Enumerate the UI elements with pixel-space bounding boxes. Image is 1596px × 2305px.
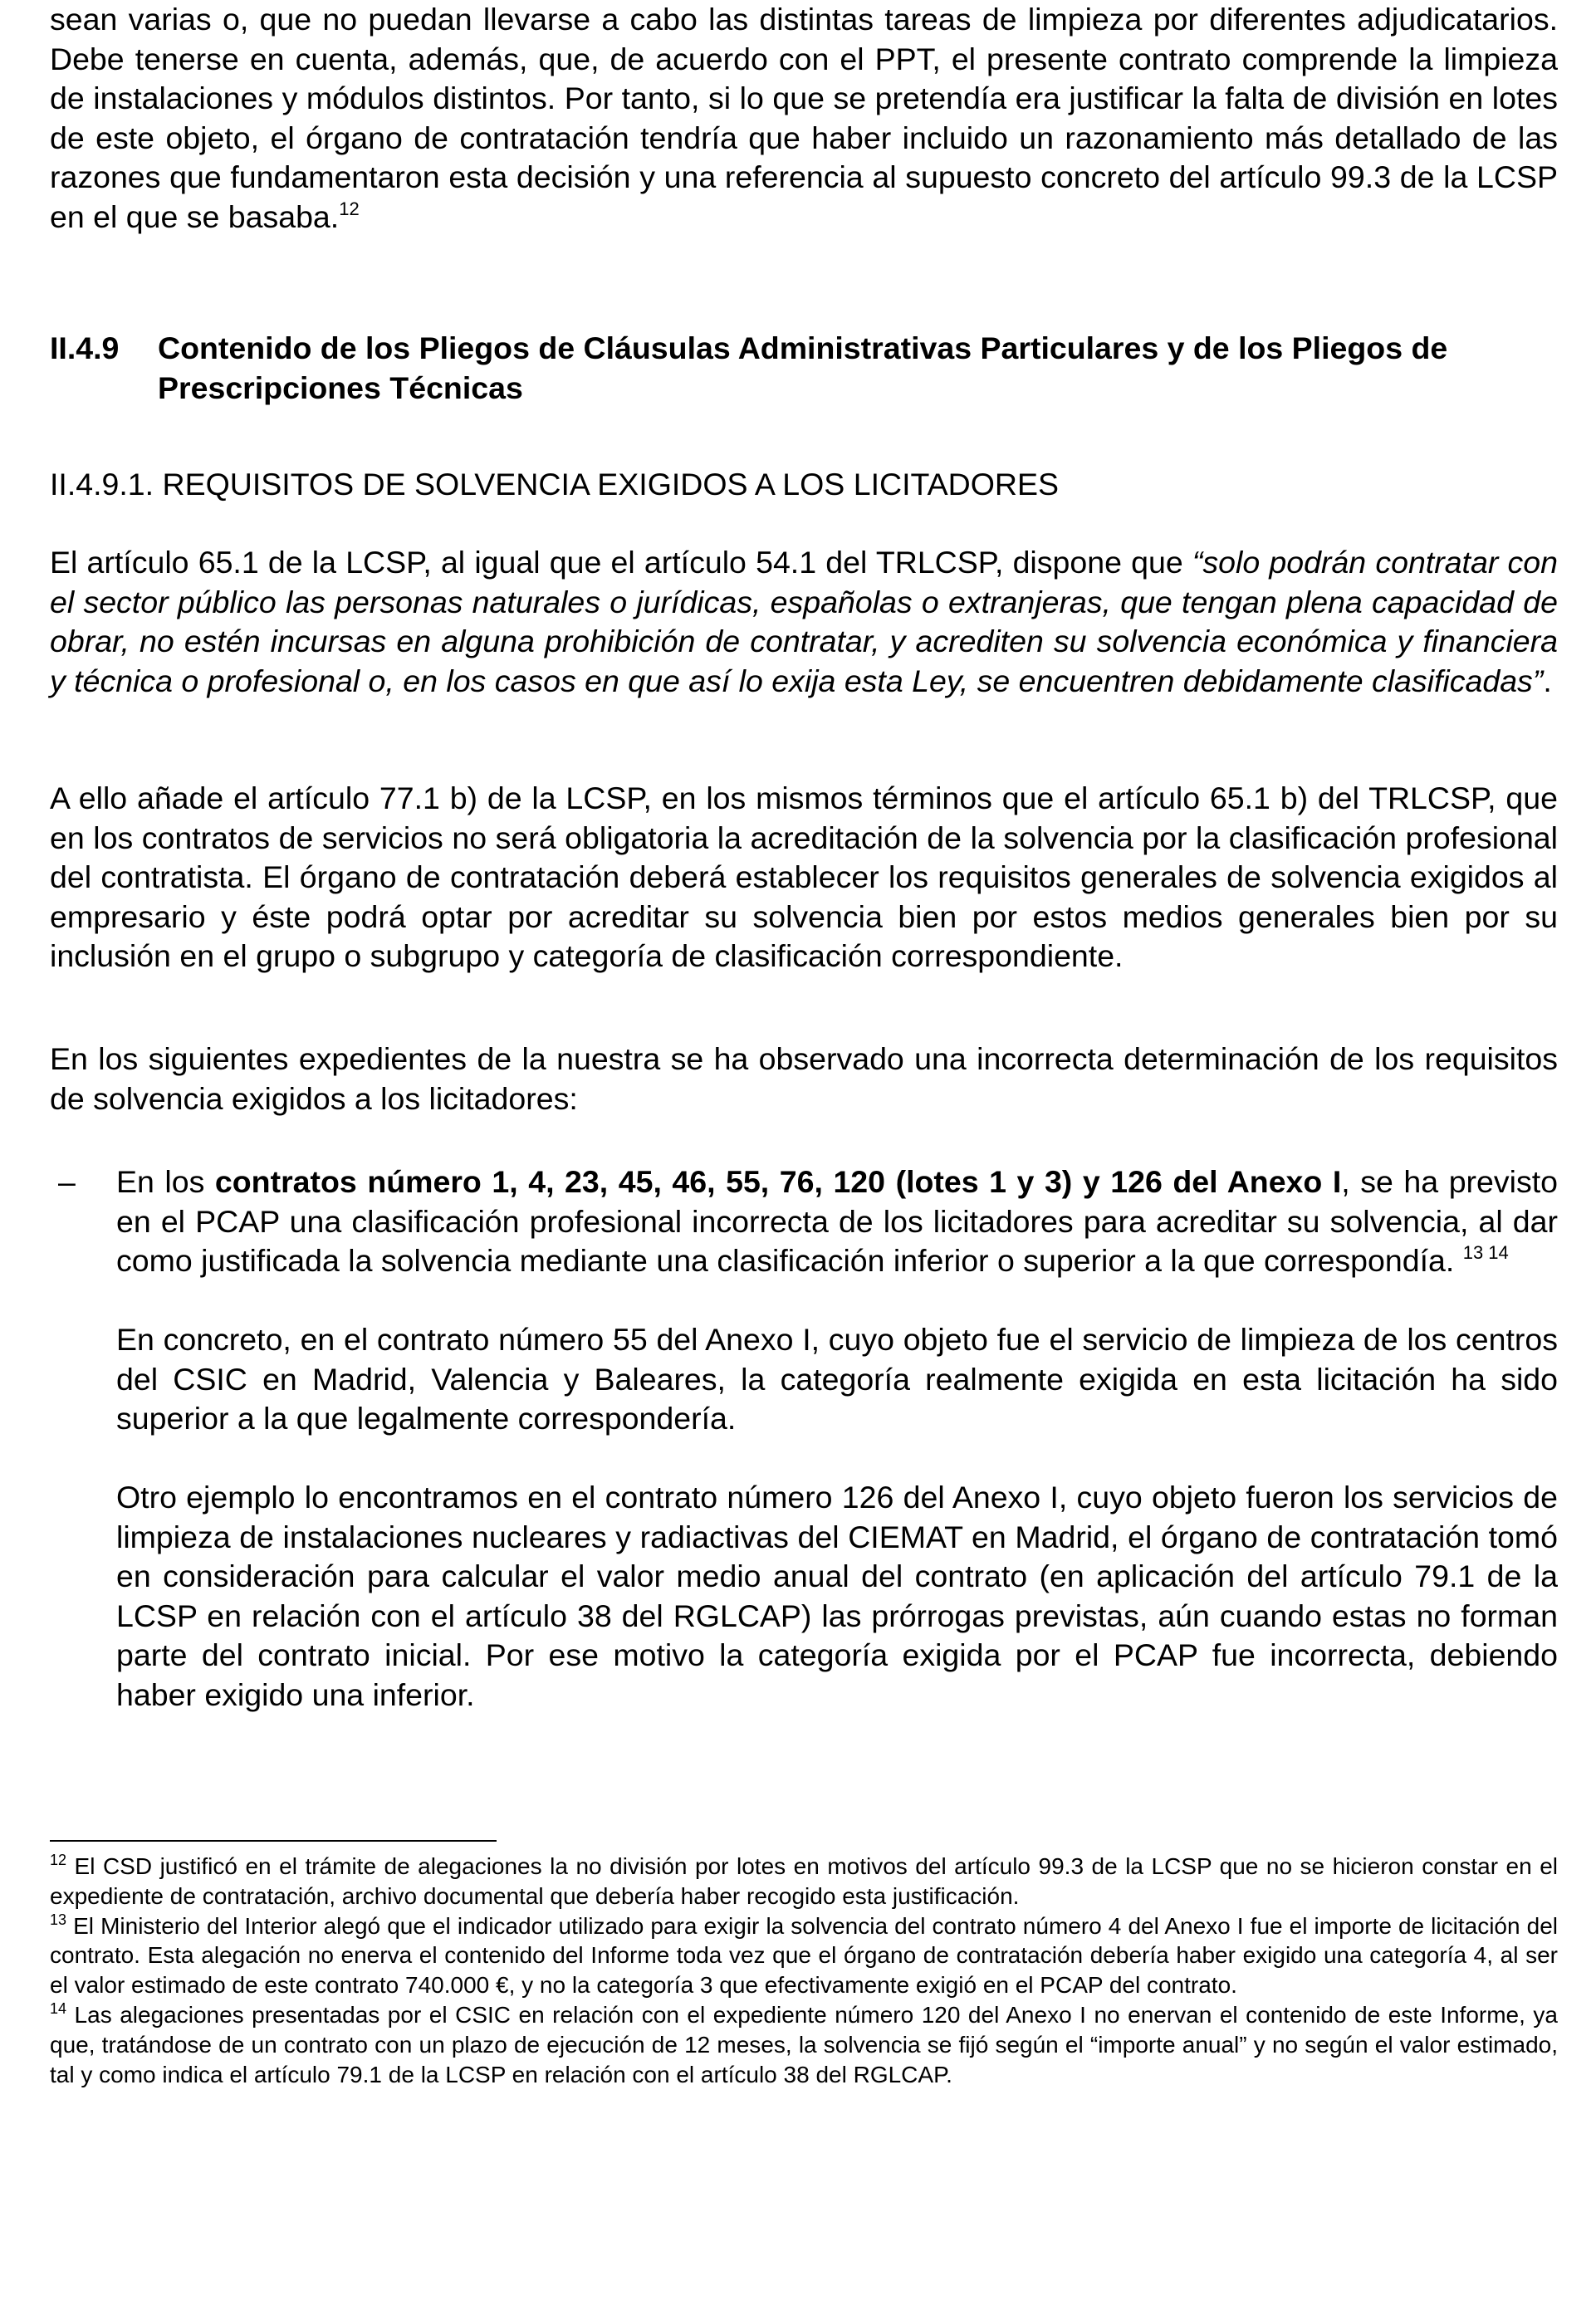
footnotes [50, 1852, 1558, 2089]
bullet-paragraph-contracts: En los contratos número 1, 4, 23, 45, 46, 55, 76, 120 (lotes 1 y 3) y 126 del Anexo I, se ha previsto en el PCAP una clasificación profesional incorrecta de los licitadores para acreditar su solvencia, al dar como justificada la solvencia mediante una clasificación inferior o superior a la que correspondía. $^{13 14}$ [116, 1164, 1558, 1278]
intro-paragraph: sean varias o, que no puedan llevarse a cabo las distintas tareas de limpieza por diferentes adjudicatarios. Debe tenerse en cuenta, además, que, de acuerdo con el PPT, el presente contrato comprende la limpieza de instalaciones y módulos distintos. Por tanto, si lo que se pretendía era justificar la falta de división en lotes de este objeto, el órgano de contratación tendría que haber incluido un razonamiento más detallado de las razones que fundamentaron esta decisión y una referencia al supuesto concreto del artículo 99.3 de la LCSP en el que se basaba.$^{12}$ [50, 2, 1558, 234]
subsection-heading: II.4.9.1. REQUISITOS DE SOLVENCIA EXIGIDOS A LOS LICITADORES [50, 467, 1059, 502]
footnote-ref-12[interactable]: 12 [339, 198, 360, 219]
section-heading [50, 329, 1558, 408]
bullet-dash: – [58, 1164, 76, 1199]
paragraph-article-65: El artículo 65.1 de la LCSP, al igual que el artículo 54.1 del TRLCSP, dispone que “solo podrán contratar con el sector público las personas naturales o jurídicas, españolas o extranjeras, que tengan plena capacidad de obrar, no estén incursas en alguna prohibición de contratar, y acrediten su solvencia económica y financiera y técnica o profesional o, en los casos en que así lo exija esta Ley, se encuentren debidamente clasificadas”. [50, 545, 1558, 698]
section-title: Contenido de los Pliegos de Cláusulas Administrativas Particulares y de los Pliegos de Prescripciones Técnicas [158, 330, 1448, 405]
paragraph-article-77: A ello añade el artículo 77.1 b) de la LCSP, en los mismos términos que el artículo 65.1 b) del TRLCSP, que en los contratos de servicios no será obligatoria la acreditación de la solvencia por la clasificación profesional del contratista. El órgano de contratación deberá establecer los requisitos generales de solvencia exigidos al empresario y éste podrá optar por acreditar su solvencia bien por estos medios generales bien por su inclusión en el grupo o subgrupo y categoría de clasificación correspondiente. [50, 781, 1558, 973]
bullet-paragraph-contract-55: En concreto, en el contrato número 55 del Anexo I, cuyo objeto fue el servicio de limpieza de los centros del CSIC en Madrid, Valencia y Baleares, la categoría realmente exigida en esta licitación ha sido superior a la que legalmente correspondería. [116, 1322, 1558, 1436]
contracts-list: contratos número 1, 4, 23, 45, 46, 55, 76, 120 (lotes 1 y 3) y 126 del Anexo I [214, 1164, 1342, 1199]
footnote-separator [50, 1840, 497, 1842]
footnote-12: $^{12}$ El CSD justificó en el trámite de alegaciones la no división por lotes en motivos del artículo 99.3 de la LCSP que no se hicieron constar en el expediente de contratación, archivo documental que debería haber recogido esta justificación. [50, 1852, 1558, 1909]
paragraph-observed: En los siguientes expedientes de la nuestra se ha observado una incorrecta determinación de los requisitos de solvencia exigidos a los licitadores: [50, 1041, 1558, 1116]
footnote-14: $^{14}$ Las alegaciones presentadas por el CSIC en relación con el expediente número 120 del Anexo I no enervan el contenido de este Informe, ya que, tratándose de un contrato con un plazo de ejecución de 12 meses, la solvencia se fijó según el “importe anual” y no según el valor estimado, tal y como indica el artículo 79.1 de la LCSP en relación con el artículo 38 del RGLCAP. [50, 1999, 1558, 2087]
footnote-13: $^{13}$ El Ministerio del Interior alegó que el indicador utilizado para exigir la solvencia del contrato número 4 del Anexo I fue el importe de licitación del contrato. Esta alegación no enerva el contenido del Informe toda vez que el órgano de contratación debería haber exigido una categoría 4, al ser el valor estimado de este contrato 740.000 €, y no la categoría 3 que efectivamente exigió en el PCAP del contrato. [50, 1911, 1558, 1999]
footnote-refs-13-14[interactable]: 13 14 [1462, 1242, 1509, 1263]
section-number: II.4.9 [50, 330, 120, 365]
bullet-paragraph-contract-126: Otro ejemplo lo encontramos en el contrato número 126 del Anexo I, cuyo objeto fueron los servicios de limpieza de instalaciones nucleares y radiactivas del CIEMAT en Madrid, el órgano de contratación tomó en consideración para calcular el valor medio anual del contrato (en aplicación del artículo 79.1 de la LCSP en relación con el artículo 38 del RGLCAP) las prórrogas previstas, aún cuando estas no forman parte del contrato inicial. Por ese motivo la categoría exigida por el PCAP fue incorrecta, debiendo haber exigido una inferior. [116, 1480, 1558, 1712]
legal-quote: “solo podrán contratar con el sector público las personas naturales o jurídicas, españolas o extranjeras, que tengan plena capacidad de obrar, no estén incursas en alguna prohibición de contratar, y acrediten su solvencia económica y financiera y técnica o profesional o, en los casos en que así lo exija esta Ley, se encuentren debidamente clasificadas” [50, 545, 1558, 698]
